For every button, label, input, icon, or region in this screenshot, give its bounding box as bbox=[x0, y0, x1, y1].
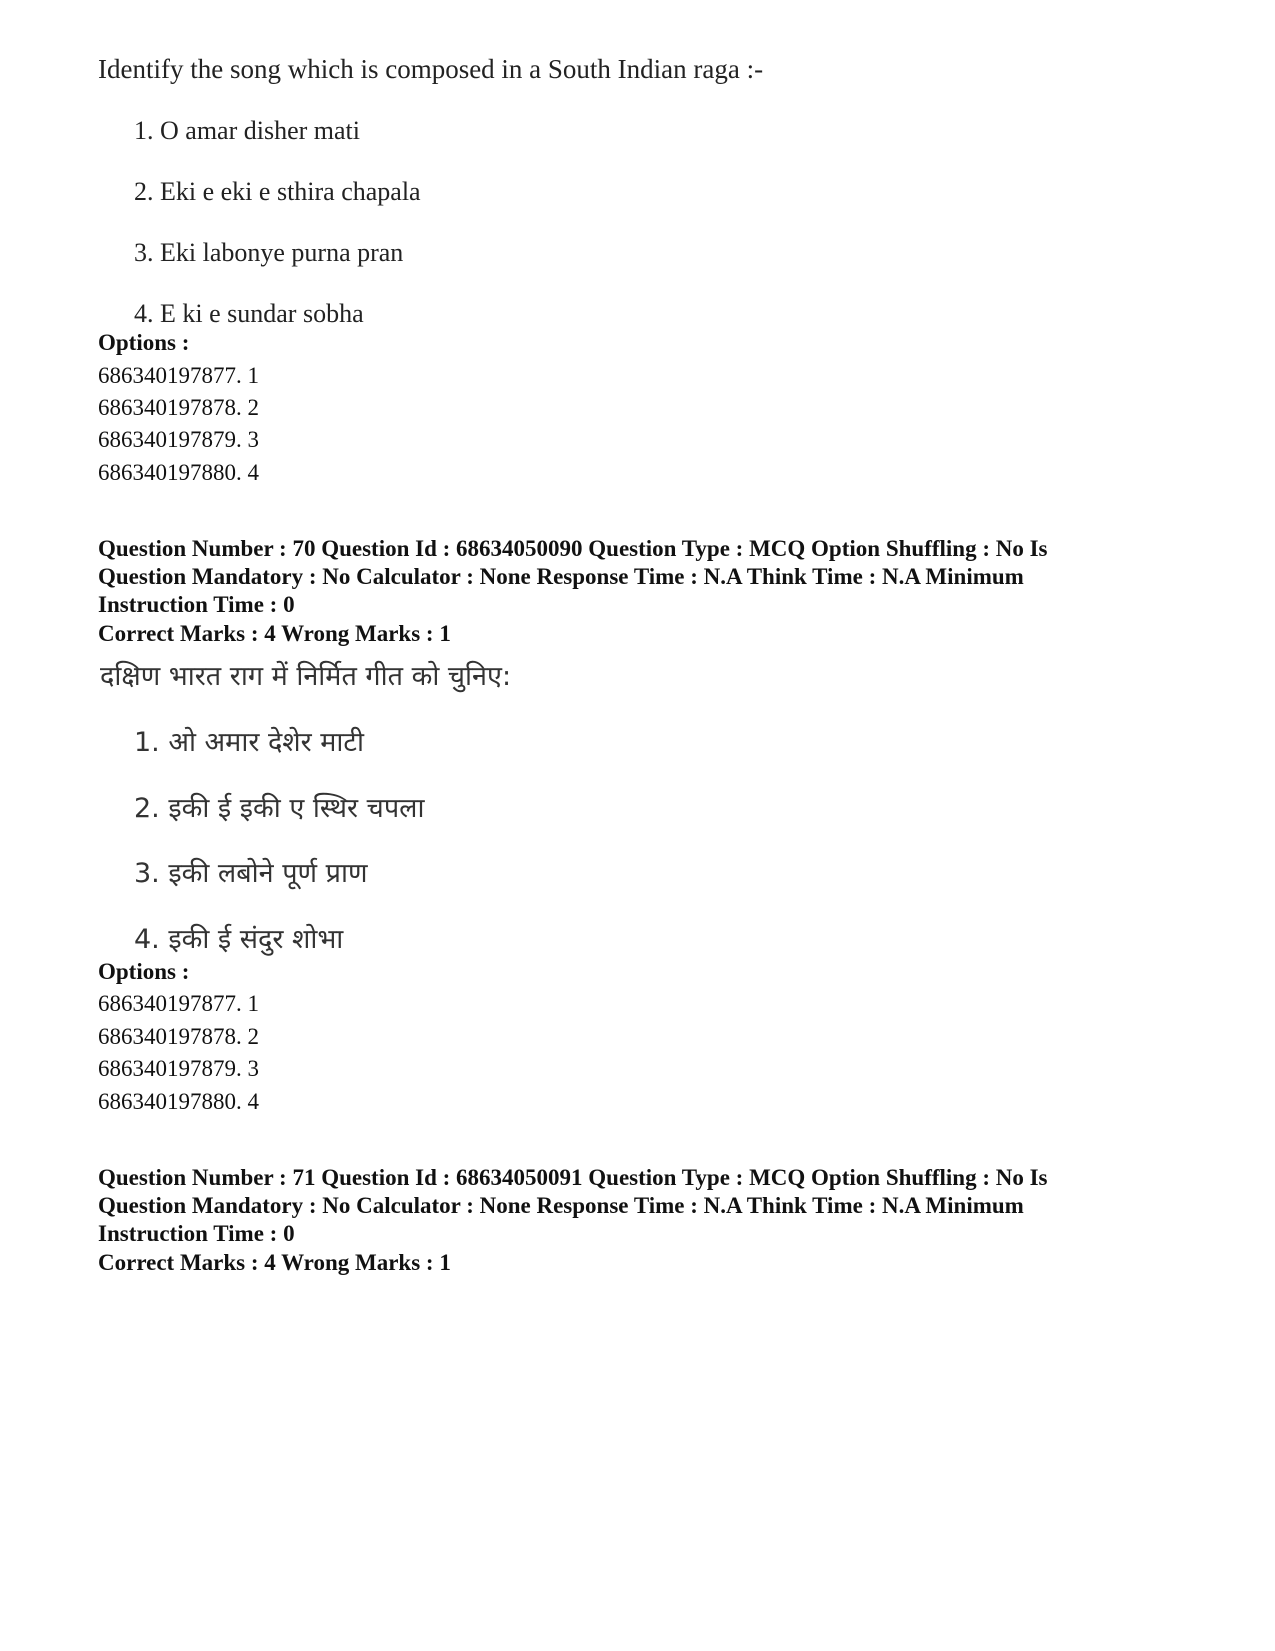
question-70-marks: Correct Marks : 4 Wrong Marks : 1 bbox=[98, 621, 451, 646]
option-4: 686340197880. 4 bbox=[98, 1089, 259, 1114]
question-71-meta bbox=[98, 1164, 1208, 1248]
meta-line: Question Number : 70 Question Id : 68634050090 Question Type : MCQ Option Shuffling : No Is bbox=[98, 536, 1048, 561]
question-item-2: 2. Eki e eki e sthira chapala bbox=[134, 177, 421, 206]
option-1: 686340197877. 1 bbox=[98, 991, 259, 1016]
question-71-marks: Correct Marks : 4 Wrong Marks : 1 bbox=[98, 1250, 451, 1275]
option-3: 686340197879. 3 bbox=[98, 1056, 259, 1081]
question-item-1: 1. O amar disher mati bbox=[134, 116, 360, 145]
meta-line: Question Mandatory : No Calculator : None Response Time : N.A Think Time : N.A Minimum bbox=[98, 564, 1024, 589]
question-item-2: 2. इकी ई इकी ए स्थिर चपला bbox=[134, 793, 425, 824]
meta-line: Question Mandatory : No Calculator : None Response Time : N.A Think Time : N.A Minimum bbox=[98, 1193, 1024, 1218]
question-item-3: 3. इकी लबोने पूर्ण प्राण bbox=[134, 858, 368, 889]
option-2: 686340197878. 2 bbox=[98, 395, 259, 420]
question-text-hindi: दक्षिण भारत राग में निर्मित गीत को चुनिए: bbox=[100, 661, 512, 692]
meta-line: Instruction Time : 0 bbox=[98, 1221, 295, 1246]
question-item-4: 4. E ki e sundar sobha bbox=[134, 299, 364, 328]
option-1: 686340197877. 1 bbox=[98, 363, 259, 388]
question-item-1: 1. ओ अमार देशेर माटी bbox=[134, 727, 365, 758]
meta-line: Instruction Time : 0 bbox=[98, 592, 295, 617]
options-label: Options : bbox=[98, 959, 190, 984]
question-item-3: 3. Eki labonye purna pran bbox=[134, 238, 404, 267]
options-label: Options : bbox=[98, 330, 190, 355]
question-70-meta bbox=[98, 535, 1208, 619]
question-text-english: Identify the song which is composed in a South Indian raga :- bbox=[98, 54, 764, 84]
question-item-4: 4. इकी ई संदुर शोभा bbox=[134, 924, 344, 955]
option-4: 686340197880. 4 bbox=[98, 460, 259, 485]
meta-line: Question Number : 71 Question Id : 68634050091 Question Type : MCQ Option Shuffling : No Is bbox=[98, 1165, 1048, 1190]
option-2: 686340197878. 2 bbox=[98, 1024, 259, 1049]
option-3: 686340197879. 3 bbox=[98, 427, 259, 452]
